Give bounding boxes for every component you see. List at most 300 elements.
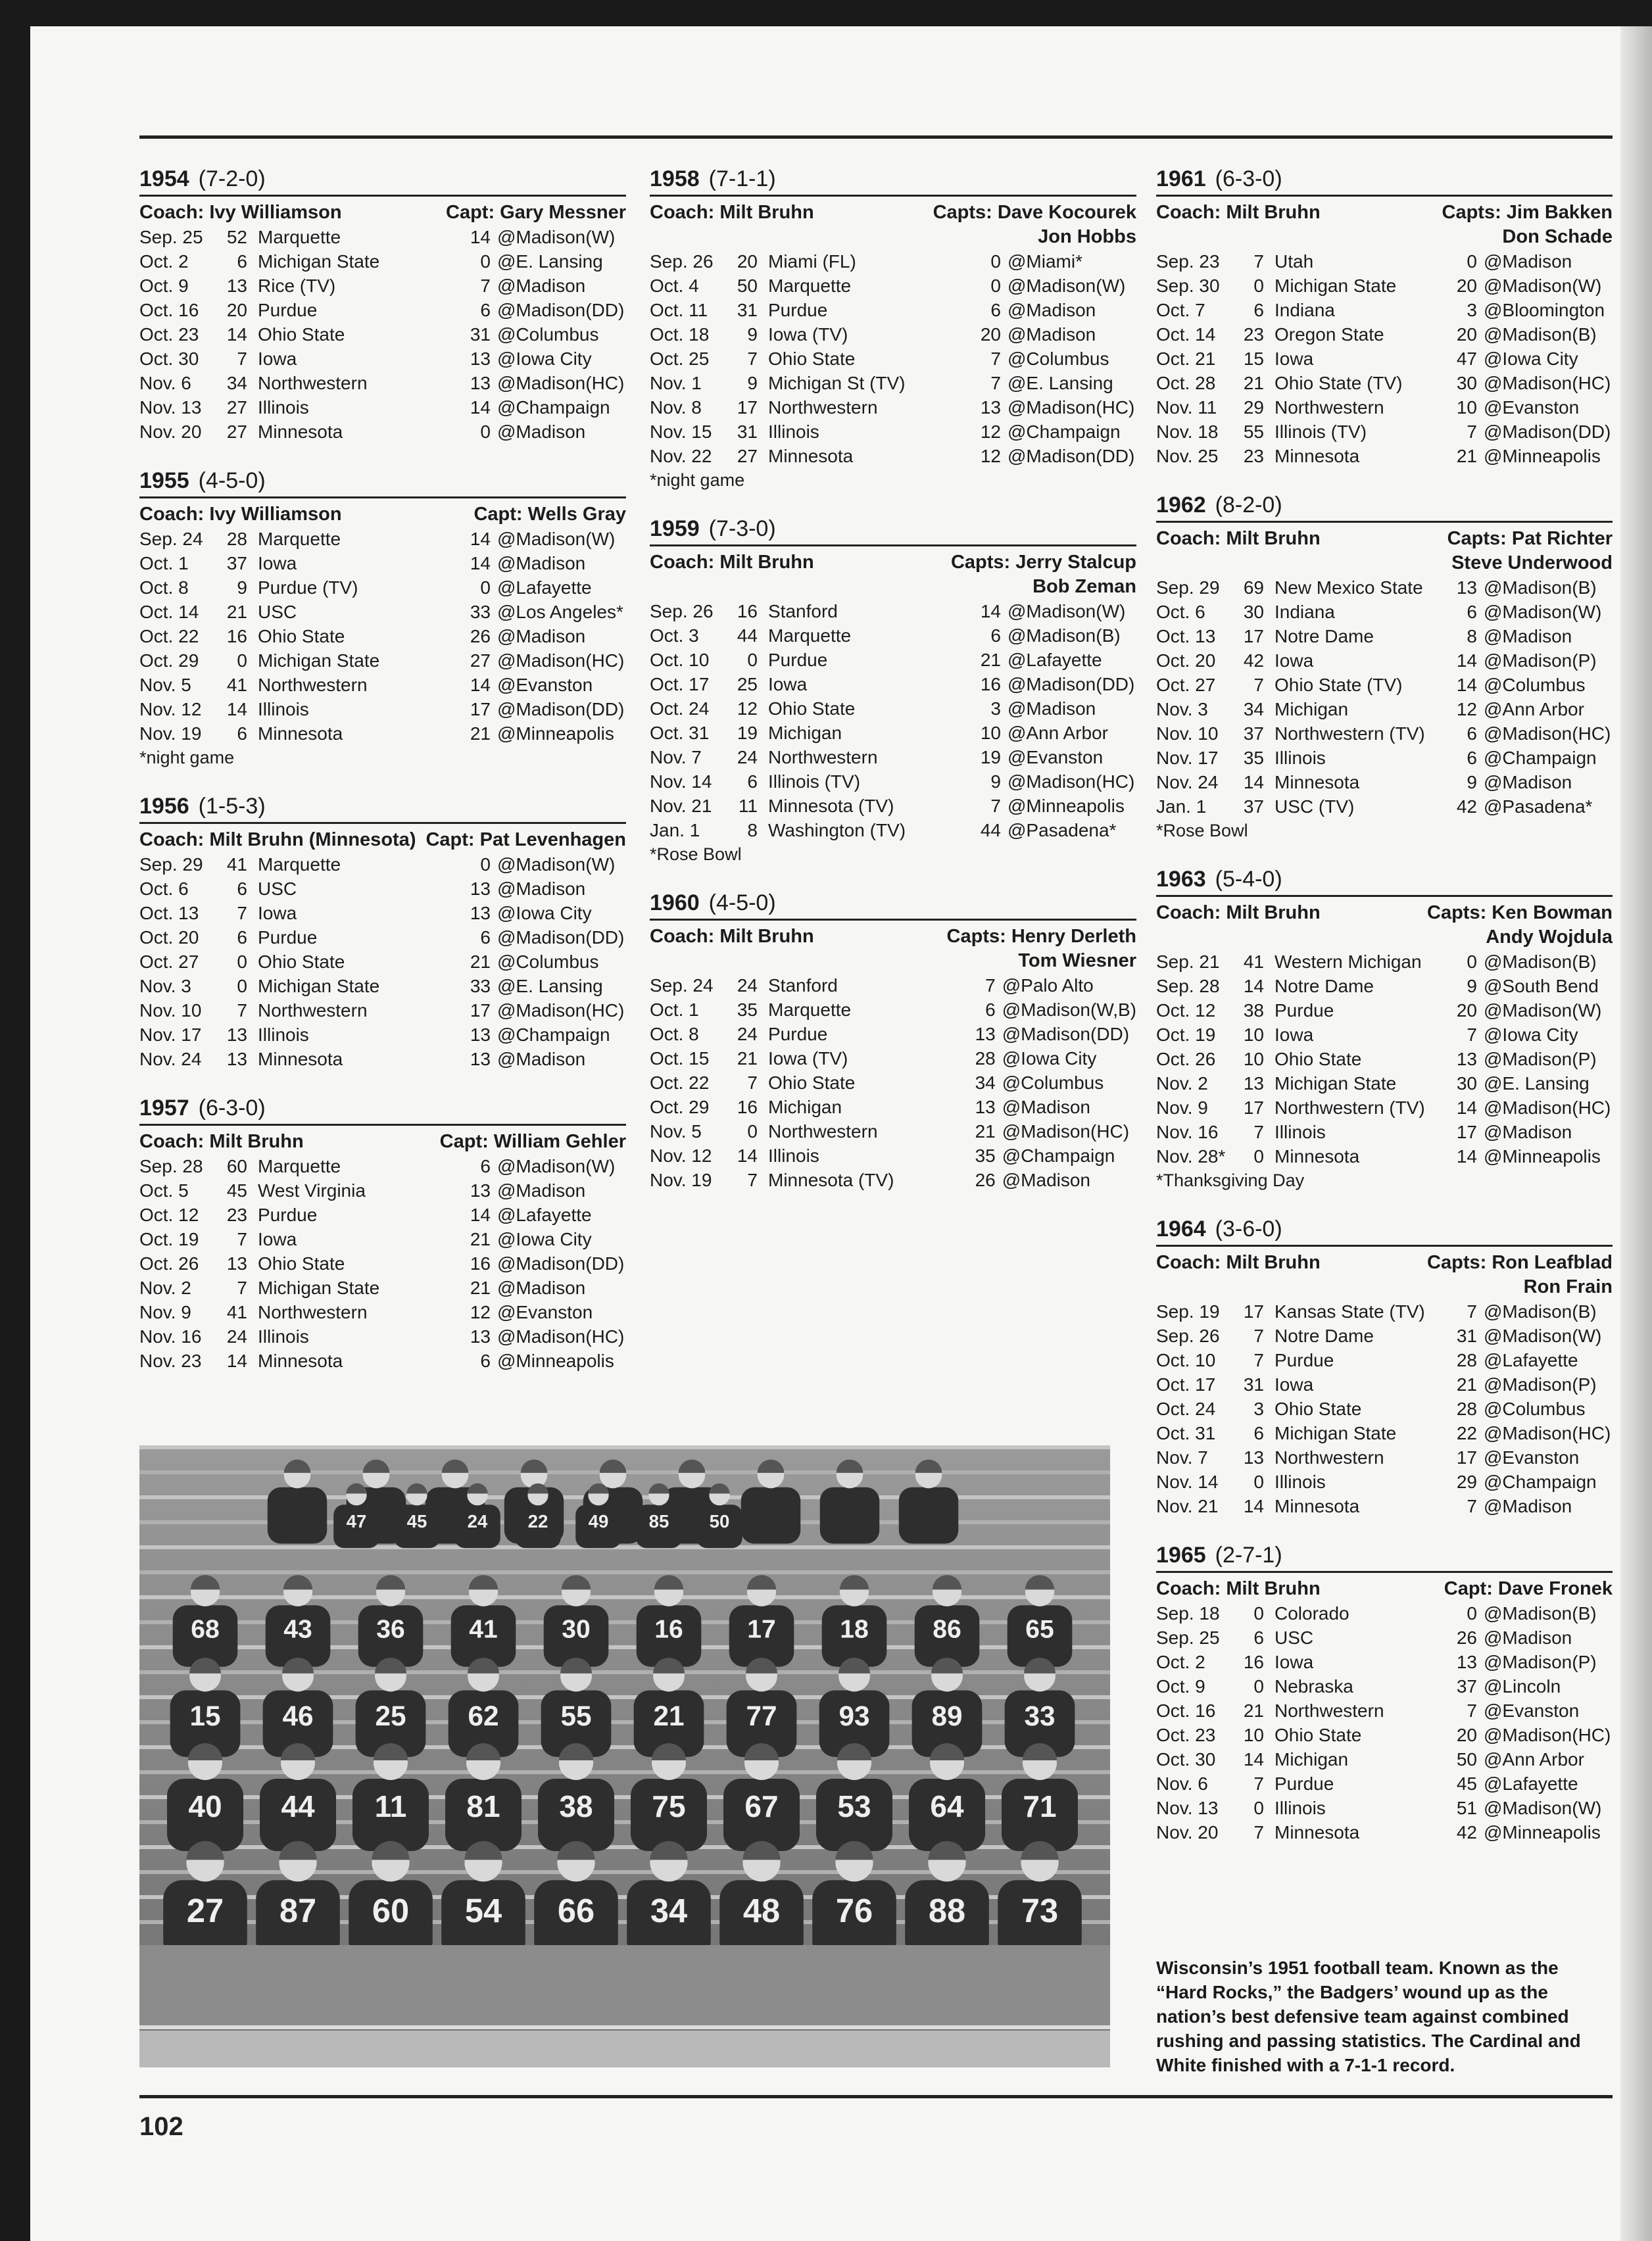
opponent: Minnesota (TV) <box>768 796 894 816</box>
season-year: 1960 <box>650 890 700 915</box>
game-date: Nov. 28* <box>1156 1146 1226 1167</box>
opponent: Northwestern <box>258 1302 368 1322</box>
season-staff <box>1156 527 1613 575</box>
game-site: @Lincoln <box>1484 1676 1561 1697</box>
opponent: Ohio State <box>768 1072 856 1093</box>
opponent-score: 0 <box>480 577 491 598</box>
game-site: @Madison(HC) <box>497 650 625 671</box>
opponent-score: 13 <box>1456 1049 1477 1069</box>
game-row <box>650 395 1136 420</box>
game-site: @Lafayette <box>1484 1350 1578 1370</box>
captain-line: Bob Zeman <box>1032 576 1136 597</box>
opponent: USC <box>1275 1627 1314 1648</box>
game-site: @Madison(HC) <box>1484 373 1611 393</box>
season-1963 <box>1156 865 1613 1192</box>
game-row <box>650 444 1136 468</box>
opponent: Utah <box>1275 251 1314 272</box>
wisconsin-score: 34 <box>226 373 247 393</box>
opponent-score: 13 <box>470 1049 491 1069</box>
wisconsin-score: 35 <box>1243 748 1264 768</box>
opponent-score: 29 <box>1456 1472 1477 1492</box>
jersey-number: 75 <box>652 1789 686 1823</box>
game-row <box>139 298 626 322</box>
opponent-score: 7 <box>1467 1700 1477 1721</box>
game-date: Oct. 24 <box>1156 1399 1216 1419</box>
game-row <box>1156 444 1613 468</box>
opponent-score: 16 <box>980 674 1001 694</box>
opponent: Northwestern (TV) <box>1275 1097 1425 1118</box>
game-site: @E. Lansing <box>1008 373 1113 393</box>
wisconsin-score: 37 <box>1243 796 1264 817</box>
season-footnote: *night game <box>139 748 235 767</box>
opponent: Purdue <box>768 1024 828 1044</box>
opponent: Northwestern <box>768 1121 878 1142</box>
game-date: Sep. 23 <box>1156 251 1220 272</box>
game-date: Nov. 24 <box>1156 772 1219 792</box>
season-record: (5-4-0) <box>1215 867 1282 892</box>
wisconsin-score: 21 <box>226 602 247 622</box>
wisconsin-score: 7 <box>1253 1326 1264 1346</box>
opponent: Purdue <box>768 300 828 320</box>
game-date: Oct. 29 <box>139 650 199 671</box>
game-site: @Madison(HC) <box>1008 771 1135 792</box>
opponent: Illinois <box>1275 1798 1326 1818</box>
jersey-number: 65 <box>1025 1615 1054 1644</box>
game-site: @Madison(B) <box>1484 952 1597 972</box>
game-site: @Lafayette <box>497 1205 592 1225</box>
opponent-score: 51 <box>1456 1798 1477 1818</box>
game-site: @Madison <box>1484 626 1572 646</box>
opponent-score: 14 <box>470 227 491 247</box>
opponent-score: 20 <box>980 324 1001 345</box>
game-date: Oct. 16 <box>1156 1700 1216 1721</box>
opponent-score: 16 <box>470 1253 491 1274</box>
opponent: Minnesota <box>768 446 854 466</box>
game-date: Nov. 3 <box>139 976 191 996</box>
wisconsin-score: 0 <box>1253 1603 1264 1624</box>
opponent-score: 0 <box>990 276 1001 296</box>
jersey-number: 89 <box>931 1700 963 1731</box>
captain-line: Capt: William Gehler <box>439 1131 626 1152</box>
game-site: @Madison(W) <box>1484 1326 1602 1346</box>
game-site: @Madison(B) <box>1484 1603 1597 1624</box>
captains <box>440 1130 626 1154</box>
season-1962 <box>1156 491 1613 842</box>
game-site: @Madison <box>497 276 586 296</box>
game-site: @Madison(W) <box>1008 276 1126 296</box>
game-date: Sep. 21 <box>1156 952 1220 972</box>
wisconsin-score: 9 <box>747 324 758 345</box>
opponent: Ohio State <box>768 349 856 369</box>
game-site: @Evanston <box>1484 1700 1580 1721</box>
jersey-number: 34 <box>650 1892 688 1929</box>
opponent: Michigan State <box>1275 1073 1397 1094</box>
opponent-score: 6 <box>1467 723 1477 744</box>
game-date: Nov. 17 <box>1156 748 1219 768</box>
opponent-score: 14 <box>1456 650 1477 671</box>
opponent: Colorado <box>1275 1603 1349 1624</box>
column-left <box>139 164 626 1395</box>
wisconsin-score: 7 <box>1253 1773 1264 1794</box>
game-site: @Madison(HC) <box>1484 1097 1611 1118</box>
game-row <box>1156 1601 1613 1626</box>
game-date: Oct. 27 <box>139 952 199 972</box>
opponent: Marquette <box>258 854 341 875</box>
opponent-score: 8 <box>1467 626 1477 646</box>
opponent: Ohio State <box>258 952 345 972</box>
game-row <box>650 1095 1136 1119</box>
season-staff <box>139 1130 626 1154</box>
game-row <box>139 901 626 925</box>
opponent-score: 3 <box>990 698 1001 719</box>
jersey-number: 21 <box>653 1700 685 1731</box>
wisconsin-score: 28 <box>226 529 247 549</box>
schedule-table <box>1156 575 1613 819</box>
captain-line: Capt: Wells Gray <box>474 504 626 525</box>
game-row <box>139 575 626 600</box>
opponent-score: 3 <box>1467 300 1477 320</box>
opponent-score: 26 <box>470 626 491 646</box>
game-row <box>650 1022 1136 1046</box>
opponent: Marquette <box>768 1000 852 1020</box>
game-date: Nov. 6 <box>139 373 191 393</box>
coach-name: Coach: Milt Bruhn <box>1156 528 1321 549</box>
captains <box>425 828 626 852</box>
season-staff <box>650 201 1136 249</box>
season-heading <box>1156 1541 1613 1573</box>
game-row <box>139 1178 626 1203</box>
game-site: @Madison <box>497 1180 586 1201</box>
opponent-score: 26 <box>1456 1627 1477 1648</box>
game-date: Sep. 28 <box>1156 976 1220 996</box>
wisconsin-score: 0 <box>1253 276 1264 296</box>
captains <box>1427 1251 1613 1299</box>
opponent: Purdue <box>1275 1350 1334 1370</box>
game-site: @Madison(W) <box>497 854 616 875</box>
wisconsin-score: 50 <box>737 276 758 296</box>
opponent: Nebraska <box>1275 1676 1353 1697</box>
opponent-score: 34 <box>975 1072 996 1093</box>
game-date: Oct. 12 <box>139 1205 199 1225</box>
season-year: 1956 <box>139 794 189 819</box>
opponent-score: 0 <box>480 854 491 875</box>
opponent-score: 21 <box>470 952 491 972</box>
wisconsin-score: 6 <box>1253 300 1264 320</box>
game-row <box>650 818 1136 842</box>
game-date: Nov. 9 <box>139 1302 191 1322</box>
wisconsin-score: 10 <box>1243 1049 1264 1069</box>
opponent-score: 14 <box>1456 1146 1477 1167</box>
game-site: @Madison(HC) <box>1484 723 1611 744</box>
game-site: @Madison(P) <box>1484 1652 1597 1672</box>
wisconsin-score: 0 <box>1253 1472 1264 1492</box>
game-row <box>1156 624 1613 648</box>
season-footnote: *Rose Bowl <box>650 844 742 864</box>
opponent-score: 10 <box>980 723 1001 743</box>
opponent: Iowa <box>258 903 297 923</box>
game-date: Nov. 12 <box>650 1145 712 1166</box>
game-site: @Champaign <box>1484 1472 1597 1492</box>
game-row <box>139 673 626 697</box>
game-date: Nov. 9 <box>1156 1097 1208 1118</box>
opponent-score: 21 <box>1456 446 1477 466</box>
season-record: (2-7-1) <box>1215 1543 1282 1568</box>
opponent-score: 19 <box>980 747 1001 767</box>
opponent: Illinois <box>258 397 309 418</box>
opponent-score: 14 <box>470 397 491 418</box>
season-year: 1962 <box>1156 493 1206 518</box>
opponent: Michigan State <box>258 976 380 996</box>
opponent: Washington (TV) <box>768 820 906 840</box>
game-date: Oct. 11 <box>650 300 708 320</box>
game-row <box>139 852 626 877</box>
game-row <box>1156 1120 1613 1144</box>
season-1957 <box>139 1094 626 1373</box>
coach-name: Coach: Milt Bruhn <box>650 926 814 947</box>
season-1964 <box>1156 1215 1613 1518</box>
front-row-legs <box>139 1945 1110 2025</box>
opponent: Ohio State <box>1275 1049 1362 1069</box>
game-date: Sep. 29 <box>139 854 203 875</box>
game-row <box>139 1349 626 1373</box>
wisconsin-score: 24 <box>226 1326 247 1347</box>
game-site: @Los Angeles* <box>497 602 623 622</box>
game-row <box>1156 1047 1613 1071</box>
game-site: @Madison(W) <box>1484 1798 1602 1818</box>
game-row <box>1156 274 1613 298</box>
opponent-score: 6 <box>990 300 1001 320</box>
wisconsin-score: 0 <box>1253 1146 1264 1167</box>
coach-name: Coach: Milt Bruhn (Minnesota) <box>139 829 416 850</box>
game-date: Sep. 24 <box>650 975 714 996</box>
opponent: Minnesota <box>1275 1146 1360 1167</box>
game-row <box>139 974 626 998</box>
wisconsin-score: 14 <box>226 1351 247 1371</box>
coach-name: Coach: Milt Bruhn <box>650 202 814 223</box>
game-date: Nov. 16 <box>139 1326 202 1347</box>
game-site: @Madison(DD) <box>497 300 625 320</box>
opponent-score: 42 <box>1456 796 1477 817</box>
jersey-number: 18 <box>840 1615 869 1644</box>
opponent: Iowa <box>1275 349 1314 369</box>
top-rule <box>139 135 1613 139</box>
jersey-number: 17 <box>747 1615 776 1644</box>
captain-line: Andy Wojdula <box>1486 927 1613 948</box>
opponent: Minnesota (TV) <box>768 1170 894 1190</box>
game-site: @Columbus <box>1484 1399 1586 1419</box>
opponent: Minnesota <box>1275 1496 1360 1516</box>
game-date: Nov. 22 <box>650 446 712 466</box>
season-record: (7-1-1) <box>708 166 776 191</box>
game-site: @Madison(B) <box>1484 1301 1597 1322</box>
wisconsin-score: 14 <box>1243 1496 1264 1516</box>
opponent: Michigan <box>768 1097 842 1117</box>
wisconsin-score: 41 <box>226 675 247 695</box>
opponent: Northwestern <box>768 747 878 767</box>
season-year: 1964 <box>1156 1217 1206 1241</box>
game-date: Oct. 10 <box>650 650 710 670</box>
game-site: @Champaign <box>497 397 610 418</box>
game-site: @Miami* <box>1008 251 1082 272</box>
opponent-score: 6 <box>480 1351 491 1371</box>
opponent-score: 20 <box>1456 1000 1477 1021</box>
game-row <box>1156 974 1613 998</box>
opponent: Purdue <box>258 300 318 320</box>
game-date: Oct. 1 <box>139 553 189 573</box>
season-year: 1958 <box>650 166 700 191</box>
opponent: Iowa <box>258 349 297 369</box>
game-site: @Madison(HC) <box>1002 1121 1130 1142</box>
game-row <box>139 1276 626 1300</box>
game-row <box>139 347 626 371</box>
schedule-table <box>1156 1601 1613 1844</box>
opponent-score: 7 <box>985 975 996 996</box>
wisconsin-score: 7 <box>1253 675 1264 695</box>
wisconsin-score: 7 <box>237 1278 247 1298</box>
wisconsin-score: 6 <box>237 723 247 744</box>
opponent: Kansas State (TV) <box>1275 1301 1425 1322</box>
opponent: Illinois <box>1275 748 1326 768</box>
game-date: Sep. 25 <box>139 227 203 247</box>
season-heading <box>650 514 1136 546</box>
column-middle <box>650 164 1136 1215</box>
game-site: @Madison <box>497 626 586 646</box>
wisconsin-score: 9 <box>747 373 758 393</box>
opponent: Illinois <box>258 699 309 719</box>
season-1961 <box>1156 164 1613 468</box>
opponent-score: 13 <box>975 1097 996 1117</box>
game-site: @Madison(B) <box>1484 324 1597 345</box>
game-date: Oct. 31 <box>650 723 710 743</box>
captain-line: Capts: Pat Richter <box>1447 528 1613 549</box>
team-photo <box>139 1445 1110 2067</box>
season-heading <box>139 1094 626 1126</box>
bleacher-step <box>139 1445 1110 1449</box>
jersey-number: 55 <box>560 1700 592 1731</box>
wisconsin-score: 24 <box>737 747 758 767</box>
game-row <box>650 1046 1136 1071</box>
game-row <box>139 697 626 721</box>
opponent-score: 28 <box>975 1048 996 1069</box>
jersey-number: 22 <box>527 1511 548 1531</box>
game-site: @Madison <box>1002 1170 1091 1190</box>
game-row <box>1156 1820 1613 1844</box>
game-date: Oct. 8 <box>139 577 189 598</box>
game-site: @Madison(W) <box>1484 1000 1602 1021</box>
opponent: Purdue (TV) <box>258 577 358 598</box>
opponent-score: 14 <box>470 553 491 573</box>
game-row <box>650 1168 1136 1192</box>
opponent: Minnesota <box>1275 772 1360 792</box>
opponent-score: 7 <box>990 373 1001 393</box>
game-date: Nov. 10 <box>1156 723 1219 744</box>
game-row <box>1156 600 1613 624</box>
game-date: Oct. 25 <box>650 349 710 369</box>
opponent: Minnesota <box>258 1049 343 1069</box>
game-site: @Madison(P) <box>1484 1049 1597 1069</box>
opponent: Marquette <box>258 529 341 549</box>
opponent-score: 17 <box>1456 1447 1477 1468</box>
opponent-score: 22 <box>1456 1423 1477 1443</box>
wisconsin-score: 12 <box>737 698 758 719</box>
opponent-score: 6 <box>1467 748 1477 768</box>
coach-name: Coach: Ivy Williamson <box>139 504 342 525</box>
game-site: @E. Lansing <box>1484 1073 1590 1094</box>
bleacher-step <box>139 1570 1110 1574</box>
bottom-rule <box>139 2095 1613 2098</box>
jersey-number: 53 <box>837 1789 871 1823</box>
game-date: Nov. 16 <box>1156 1122 1219 1142</box>
opponent-score: 42 <box>1456 1822 1477 1843</box>
opponent: Ohio State (TV) <box>1275 373 1403 393</box>
game-row <box>1156 1071 1613 1096</box>
wisconsin-score: 24 <box>737 1024 758 1044</box>
opponent-score: 6 <box>480 300 491 320</box>
game-row <box>139 1324 626 1349</box>
opponent: Michigan State <box>258 650 380 671</box>
game-date: Nov. 10 <box>139 1000 202 1021</box>
game-site: @Lafayette <box>1008 650 1102 670</box>
jersey-number: 50 <box>709 1511 730 1531</box>
opponent: Ohio State <box>1275 1725 1362 1745</box>
opponent-score: 26 <box>975 1170 996 1190</box>
wisconsin-score: 7 <box>237 903 247 923</box>
game-date: Nov. 23 <box>139 1351 202 1371</box>
season-record: (4-5-0) <box>708 890 776 915</box>
wisconsin-score: 13 <box>226 1024 247 1045</box>
opponent: Iowa <box>1275 650 1314 671</box>
opponent-score: 14 <box>470 529 491 549</box>
opponent-score: 0 <box>1467 952 1477 972</box>
game-date: Oct. 5 <box>139 1180 189 1201</box>
game-site: @Madison(W) <box>1008 601 1126 621</box>
wisconsin-score: 0 <box>747 650 758 670</box>
season-heading <box>1156 491 1613 523</box>
game-site: @Madison(DD) <box>497 699 625 719</box>
opponent: Michigan State <box>258 251 380 272</box>
game-site: @Columbus <box>1008 349 1109 369</box>
season-record: (6-3-0) <box>1215 166 1282 191</box>
wisconsin-score: 7 <box>237 1000 247 1021</box>
opponent-score: 28 <box>1456 1350 1477 1370</box>
game-date: Nov. 7 <box>650 747 702 767</box>
captain-line: Capts: Ron Leafblad <box>1427 1252 1613 1273</box>
opponent: New Mexico State <box>1275 577 1423 598</box>
game-row <box>139 600 626 624</box>
game-site: @Madison(HC) <box>1484 1423 1611 1443</box>
game-date: Oct. 28 <box>1156 373 1216 393</box>
game-site: @Iowa City <box>497 1229 592 1249</box>
game-date: Nov. 2 <box>1156 1073 1208 1094</box>
game-date: Nov. 1 <box>650 373 702 393</box>
bleacher-step <box>139 1545 1110 1549</box>
opponent-score: 13 <box>470 1180 491 1201</box>
game-site: @Madison(W) <box>497 227 616 247</box>
game-row <box>650 973 1136 998</box>
game-row <box>1156 249 1613 274</box>
season-record: (3-6-0) <box>1215 1217 1282 1241</box>
opponent-score: 21 <box>980 650 1001 670</box>
game-site: @Madison(W) <box>1484 276 1602 296</box>
opponent: Illinois <box>768 1145 819 1166</box>
wisconsin-score: 31 <box>737 422 758 442</box>
game-site: @Madison <box>1484 1496 1572 1516</box>
game-date: Sep. 29 <box>1156 577 1220 598</box>
game-site: @Madison(P) <box>1484 650 1597 671</box>
game-date: Oct. 30 <box>1156 1749 1216 1770</box>
game-row <box>139 551 626 575</box>
game-row <box>650 721 1136 745</box>
